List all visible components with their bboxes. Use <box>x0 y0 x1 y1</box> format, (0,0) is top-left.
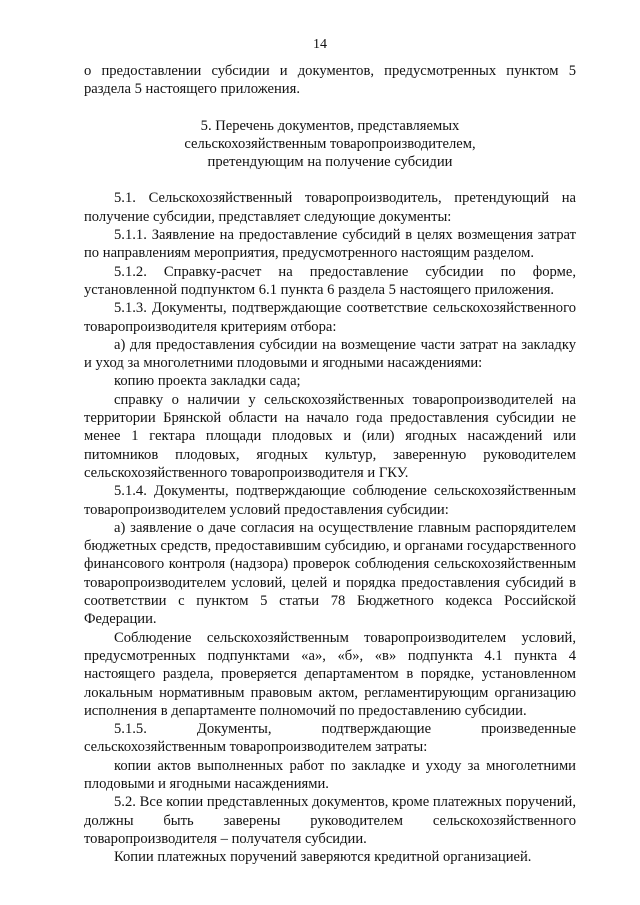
paragraph-payment-orders: Копии платежных поручений заверяются кредитной организацией. <box>114 849 532 866</box>
paragraph-5-1-3: 5.1.3. Документы, подтверждающие соответствие сельскохозяйственного товаропроизводителя критериям отбора: <box>84 300 576 335</box>
heading-line-3: претендующим на получение субсидии <box>207 154 453 171</box>
document-body <box>84 62 576 866</box>
paragraph-compliance: Соблюдение сельскохозяйственным товаропроизводителем условий, предусмотренных подпунктами «а», «б», «в» подпункта 4.1 пункта 4 настоящего раздела, проверяется департаментом в порядке, установленном локальным нормативным правовым актом, регламентирующим организацию исполнения в департаменте полномочий по предоставлению субсидии. <box>84 629 576 719</box>
paragraph-5-1-1: 5.1.1. Заявление на предоставление субсидий в целях возмещения затрат по направлениям мероприятия, предусмотренного настоящим разделом. <box>84 227 576 262</box>
heading-line-1: 5. Перечень документов, представляемых <box>200 117 460 134</box>
paragraph-certificate: справку о наличии у сельскохозяйственных товаропроизводителей на территории Брянской области на начало года предоставления субсидии не менее 1 гектара площади плодовых и (или) ягодных насаждений или питомников плодовых, ягодных культур, заверенную руководителем сельскохозяйственного товаропроизводителя и ГКУ. <box>84 391 576 481</box>
paragraph-garden-project: копию проекта закладки сада; <box>114 373 301 390</box>
paragraph-5-1: 5.1. Сельскохозяйственный товаропроизводитель, претендующий на получение субсидии, представляет следующие документы: <box>84 190 576 225</box>
paragraph-5-1-4: 5.1.4. Документы, подтверждающие соблюдение сельскохозяйственным товаропроизводителем условий предоставления субсидии: <box>84 483 576 518</box>
intro-paragraph: о предоставлении субсидии и документов, предусмотренных пунктом 5 раздела 5 настоящего приложения. <box>84 63 576 98</box>
heading-line-2: сельскохозяйственным товаропроизводителем, <box>184 135 476 152</box>
paragraph-5-1-3-a: а) для предоставления субсидии на возмещение части затрат на закладку и уход за многолетними плодовыми и ягодными насаждениями: <box>84 336 576 372</box>
paragraph-5-2: 5.2. Все копии представленных документов, кроме платежных поручений, должны быть заверены руководителем сельскохозяйственного товаропроизводителя – получателя субсидии. <box>84 794 576 847</box>
section-heading <box>84 117 576 172</box>
paragraph-5-1-4-a: а) заявление о даче согласия на осуществление главным распорядителем бюджетных средств, предоставившим субсидию, и органами государственного финансового контроля (надзора) проверок соблюдения сельскохозяйственным товаропроизводителем условий, целей и порядка предоставления субсидий в соответствии с пунктом 5 статьи 78 Бюджетного кодекса Российской Федерации. <box>84 519 576 628</box>
page-number: 14 <box>313 37 327 52</box>
paragraph-acts-copies: копии актов выполненных работ по закладке и уходу за многолетними плодовыми и ягодными насаждениями. <box>84 757 576 792</box>
paragraph-5-1-5: 5.1.5. Документы, подтверждающие произведенные сельскохозяйственным товаропроизводителем затраты: <box>84 721 576 756</box>
paragraph-5-1-2: 5.1.2. Справку-расчет на предоставление субсидии по форме, установленной подпунктом 6.1 пункта 6 раздела 5 настоящего приложения. <box>84 263 576 298</box>
